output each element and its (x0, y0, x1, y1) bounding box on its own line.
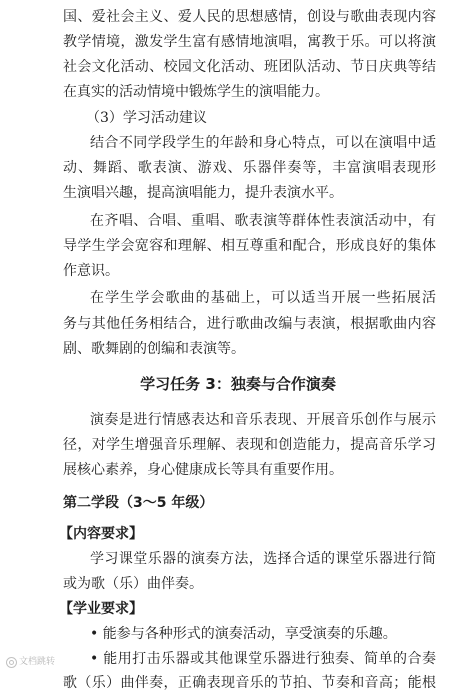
body-line: 在齐唱、合唱、重唱、歌表演等群体性表演活动中，有 (90, 213, 436, 229)
body-line: 在学生学会歌曲的基础上，可以适当开展一些拓展活 (90, 290, 436, 306)
body-line: 动、舞蹈、歌表演、游戏、乐器伴奏等，丰富演唱表现形 (63, 160, 436, 176)
body-line: 学习课堂乐器的演奏方法，选择合适的课堂乐器进行简 (90, 551, 436, 567)
watermark-text: 文档跳转 (19, 657, 56, 667)
body-line: 教学情境，激发学生富有感情地演唱，寓教于乐。可以将演 (63, 34, 436, 50)
watermark (6, 656, 55, 668)
body-line: 作意识。 (63, 263, 119, 279)
task-title: 学习任务 3：独奏与合作演奏 (140, 375, 336, 393)
body-line: 径，对学生增强音乐理解、表现和创造能力，提高音乐学习 (63, 437, 436, 453)
body-line: 在真实的活动情境中锻炼学生的演唱能力。 (63, 84, 329, 100)
content-requirements-label: 【内容要求】 (59, 526, 143, 542)
body-line: 或为歌（乐）曲伴奏。 (63, 576, 203, 592)
body-line: 生演唱兴趣，提高演唱能力，提升表演水平。 (63, 185, 343, 201)
body-line: 导学生学会宽容和理解、相互尊重和配合，形成良好的集体 (63, 238, 436, 254)
body-line: 务与其他任务相结合，进行歌曲改编与表演，根据歌曲内容 (63, 316, 436, 332)
body-line: 展核心素养，身心健康成长等具有重要作用。 (63, 462, 343, 478)
body-line: 结合不同学段学生的年龄和身心特点，可以在演唱中适 (90, 135, 436, 151)
body-line: 演奏是进行情感表达和音乐表现、开展音乐创作与展示 (90, 412, 436, 428)
body-line: 国、爱社会主义、爱人民的思想感情，创设与歌曲表现内容 (63, 9, 436, 25)
bullet-item: • 能用打击乐器或其他课堂乐器进行独奏、简单的合奏 (90, 651, 436, 667)
stage-heading: 第二学段（3～5 年级） (63, 495, 214, 511)
bullet-item: • 能参与各种形式的演奏活动，享受演奏的乐趣。 (90, 626, 397, 642)
section-subheading: （3）学习活动建议 (86, 110, 207, 126)
body-line: 剧、歌舞剧的创编和表演等。 (63, 341, 245, 357)
bullet-item-continued: 歌（乐）曲伴奏，正确表现音乐的节拍、节奏和音高；能根 (63, 675, 436, 691)
watermark-logo-icon (6, 657, 17, 668)
body-line: 社会文化活动、校园文化活动、班团队活动、节日庆典等结 (63, 59, 436, 75)
academic-requirements-label: 【学业要求】 (59, 601, 143, 617)
